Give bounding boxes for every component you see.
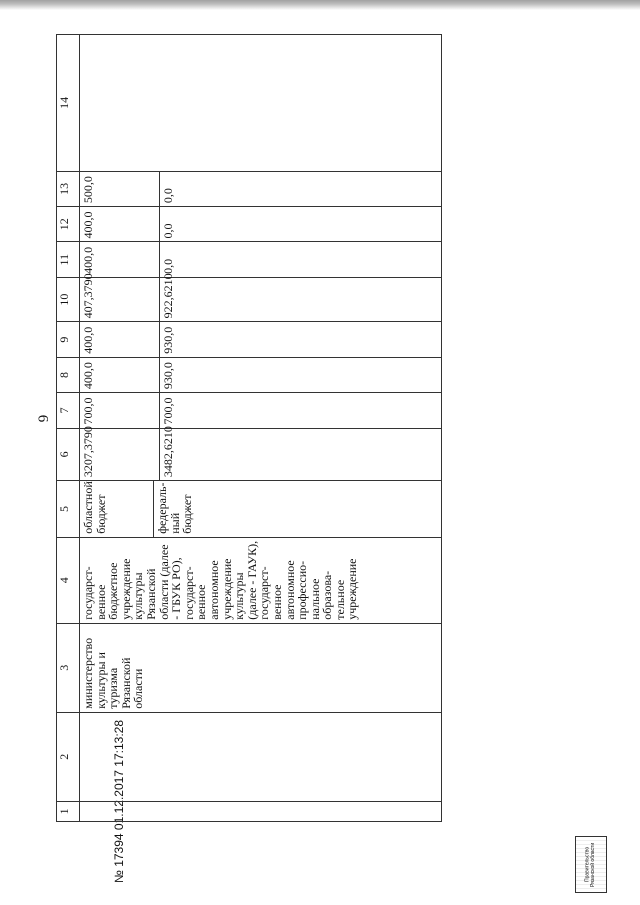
government-logo-stamp: Правительство Рязанской области bbox=[575, 836, 607, 893]
header-col-3: 3 bbox=[57, 623, 80, 712]
federal-year-7: 0,0 bbox=[159, 172, 175, 206]
funding-source-cell bbox=[80, 481, 442, 538]
regional-year-2: 400,0 bbox=[81, 362, 95, 390]
spacer bbox=[95, 361, 153, 389]
spacer bbox=[107, 484, 153, 534]
spacer bbox=[95, 396, 153, 424]
header-col-5: 5 bbox=[57, 481, 80, 538]
regional-year-6: 400,0 bbox=[81, 211, 95, 239]
federal-year-2: 930,0 bbox=[159, 358, 175, 392]
header-col-2: 2 bbox=[57, 712, 80, 801]
scan-edge bbox=[0, 0, 640, 10]
regional-total: 3207,3790 bbox=[81, 426, 95, 478]
cell-col-1 bbox=[80, 801, 442, 821]
year-2-cell bbox=[80, 357, 442, 392]
year-4-cell bbox=[80, 273, 442, 322]
responsible-executor: министерство культуры и туризма Рязанской области bbox=[80, 623, 442, 712]
header-col-9: 9 bbox=[57, 322, 80, 357]
federal-year-5: 0,0 bbox=[159, 242, 175, 276]
federal-year-4: 922,6210 bbox=[159, 278, 175, 322]
page-number: 6 bbox=[34, 414, 51, 423]
header-col-8: 8 bbox=[57, 357, 80, 392]
header-col-1: 1 bbox=[57, 801, 80, 821]
header-col-13: 13 bbox=[57, 171, 80, 206]
regional-year-1: 700,0 bbox=[81, 397, 95, 425]
federal-year-3: 930,0 bbox=[159, 322, 175, 356]
registration-stamp: № 17394 01.12.2017 17:13:28 bbox=[112, 719, 126, 883]
spacer bbox=[95, 245, 153, 273]
regional-year-5: 400,0 bbox=[81, 246, 95, 274]
rotated-table-layer bbox=[56, 34, 442, 822]
total-cell bbox=[80, 428, 442, 481]
year-7-cell bbox=[80, 171, 442, 206]
header-col-4: 4 bbox=[57, 537, 80, 623]
header-col-10: 10 bbox=[57, 277, 80, 322]
year-6-cell bbox=[80, 207, 442, 242]
funding-source-federal: федераль-ный бюджет bbox=[153, 481, 194, 537]
regional-year-3: 400,0 bbox=[81, 326, 95, 354]
spacer bbox=[95, 175, 153, 203]
federal-year-6: 0,0 bbox=[159, 207, 175, 241]
table-row bbox=[80, 35, 442, 822]
program-table bbox=[56, 34, 442, 822]
spacer bbox=[95, 210, 153, 238]
federal-total: 3482,6210 bbox=[159, 429, 175, 481]
table-container bbox=[56, 34, 442, 822]
header-col-14: 14 bbox=[57, 35, 80, 172]
spacer bbox=[95, 325, 153, 353]
cell-col-2 bbox=[80, 712, 442, 801]
year-1-cell bbox=[80, 393, 442, 428]
header-col-6: 6 bbox=[57, 428, 80, 481]
regional-year-4: 407,3790 bbox=[81, 273, 95, 319]
header-col-7: 7 bbox=[57, 393, 80, 428]
header-col-12: 12 bbox=[57, 207, 80, 242]
spacer bbox=[95, 281, 153, 319]
regional-year-7: 500,0 bbox=[81, 176, 95, 204]
header-row bbox=[57, 35, 80, 822]
federal-year-1: 700,0 bbox=[159, 393, 175, 427]
year-5-cell bbox=[80, 242, 442, 277]
cell-col-14 bbox=[80, 35, 442, 172]
header-col-11: 11 bbox=[57, 242, 80, 277]
year-3-cell bbox=[80, 322, 442, 357]
spacer bbox=[95, 432, 153, 478]
participants: государст-венное бюджетное учреждение культуры Рязанской области (далее - ГБУК РО), государст-венное автономное учреждение культуры (далее - ГАУК), государст-венное автономное профессио-нальное образова-тельное учреждение bbox=[80, 537, 442, 623]
funding-source-regional: областной бюджет bbox=[81, 481, 108, 534]
